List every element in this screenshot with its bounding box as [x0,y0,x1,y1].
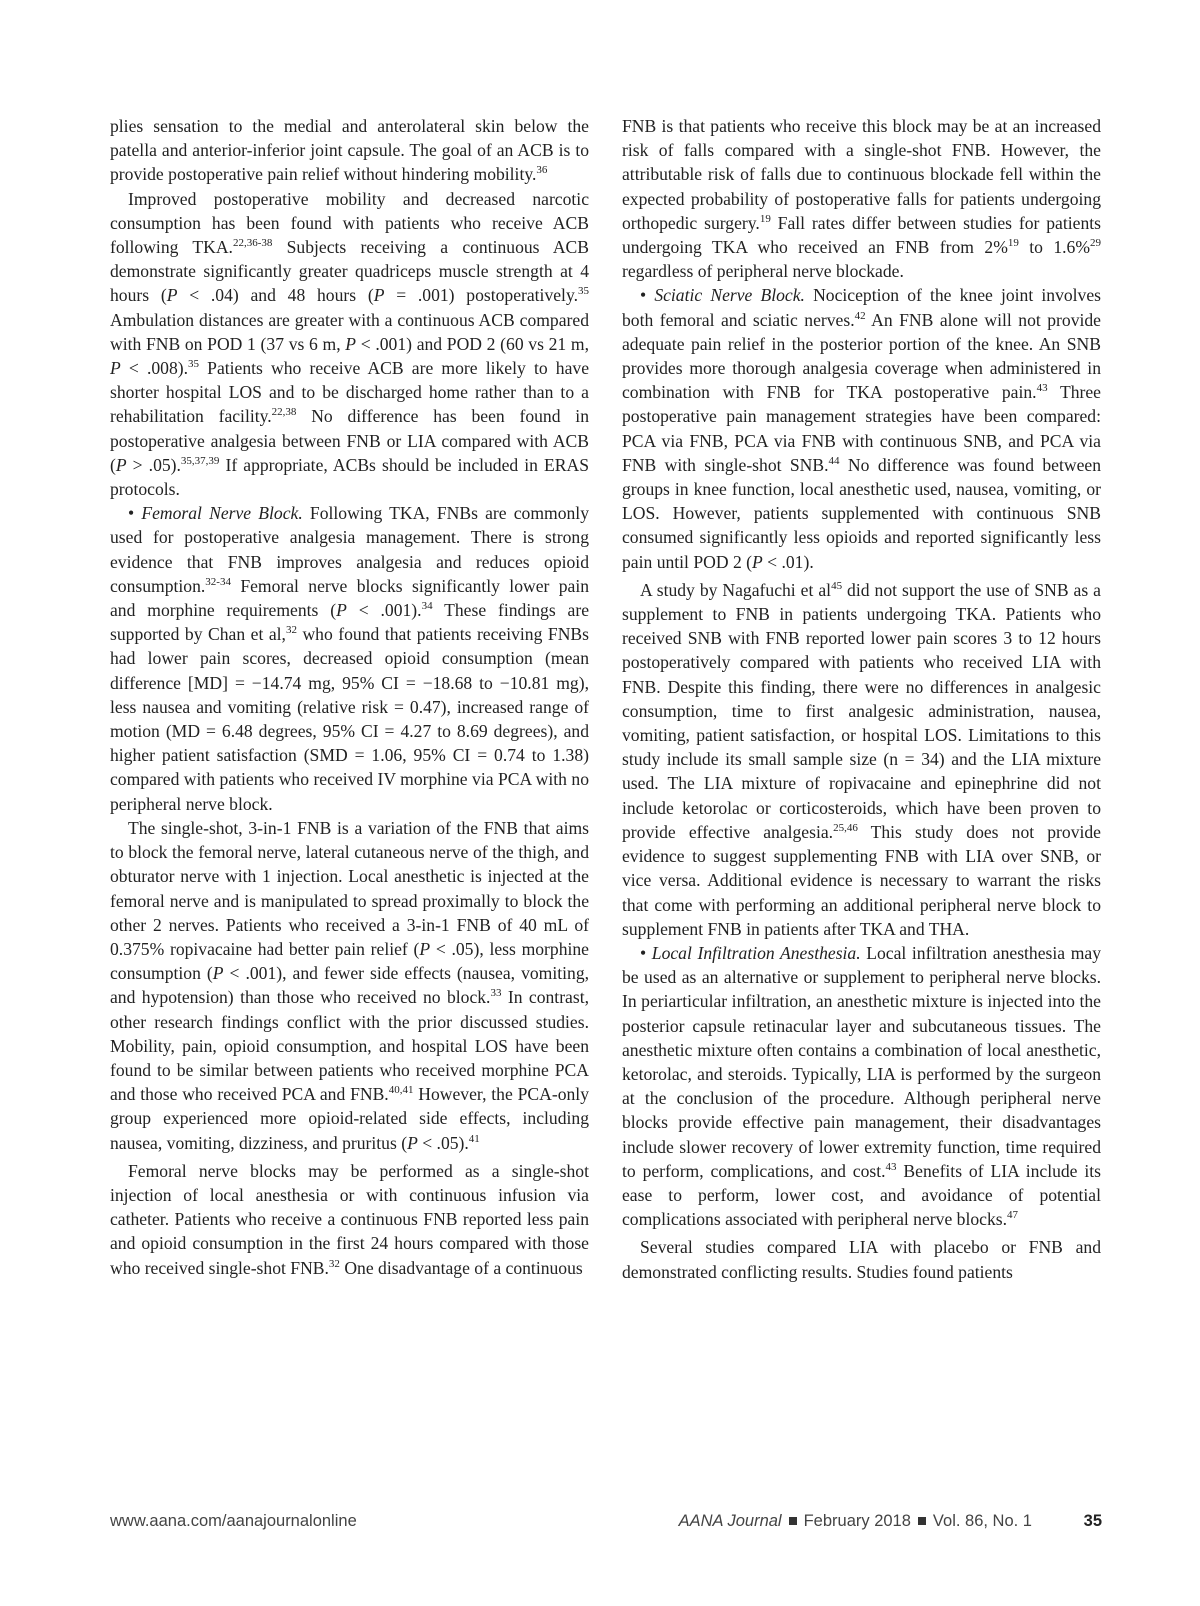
paragraph [622,1235,1101,1283]
citation-reference: 22,36-38 [232,237,273,250]
text-run: < .001), and fewer side effects (nausea, vomiting, and hypotension) than those who received no block. [110,963,590,1008]
text-run: = .001) postoperatively. [384,285,578,306]
text-run: In contrast, other research findings conflict with the prior discussed studies. Mobility, pain, opioid consumption, and hospital LOS have been found to be similar between patients who received morphine PCA and those who received PCA and FNB. [110,987,589,1105]
paragraph [622,578,1101,941]
text-run: > .05). [126,454,181,475]
citation-reference: 40,41 [388,1084,414,1097]
citation-reference: 34 [421,600,433,613]
citation-reference: 32 [285,624,297,637]
left-column [110,114,589,1280]
text-run: One disadvantage of a continuous [339,1257,583,1278]
text-run: Improved postoperative mobility and decreased narcotic consumption has been found with patients who receive ACB following TKA. [110,188,589,258]
paragraph [622,114,1101,283]
text-run: < .04) and 48 hours ( [177,285,374,306]
citation-reference: 43 [1036,382,1048,395]
citation-reference: 22,38 [271,406,297,419]
text-run: Local infiltration anesthesia may be used as an alternative or supplement to peripheral nerve blocks. In periarticular infiltration, an anesthetic mixture is injected into the posterior capsule retinacular layer and subcutaneous tissues. The anesthetic mixture often contains a combination of local anesthetic, ketorolac, and steroids. Typically, LIA is performed by the surgeon at the conclusion of the procedure. Although peripheral nerve blocks provide effective pain management, their disadvantages include slower recovery of lower extremity function, time required to perform, complications, and cost. [622,942,1101,1181]
citation-reference: 35 [578,285,589,298]
citation-reference: 45 [831,580,843,592]
text-run: < .001) and POD 2 (60 vs 21 m, [356,333,590,354]
citation-reference: 19 [759,212,771,225]
text-run: This study does not provide evidence to suggest supplementing FNB with LIA over SNB, or vice versa. Additional evidence is necessary to warrant the risks that come with performing an additional peripheral nerve block to supplement FNB in patients after TKA and THA. [622,821,1101,939]
citation-reference: 47 [1006,1209,1018,1222]
citation-reference: 35 [188,358,200,371]
text-run: < .05). [417,1132,469,1153]
italic-text: P [212,963,224,984]
text-run: plies sensation to the medial and anterolateral skin below the patella and anterior-inferior joint capsule. The goal of an ACB is to provide postoperative pain relief without hindering mobility. [110,116,589,185]
separator-square-icon [789,1517,797,1525]
text-run: No difference was found between groups in knee function, local anesthetic used, nausea, vomiting, or LOS. However, patients supplemented with continuous SNB consumed significantly less opioids and reported significantly less pain until POD 2 ( [622,454,1101,572]
page-number: 35 [1083,1512,1102,1530]
text-run: who found that patients receiving FNBs had lower pain scores, decreased opioid consumption (mean difference [MD] = −14.74 mg, 95% CI = −18.68 to −10.81 mg), less nausea and vomiting (relative risk = 0.47), increased range of motion (MD = 6.48 degrees, 95% CI = 4.27 to 8.69 degrees), and higher patient satisfaction (SMD = 1.06, 95% CI = 0.74 to 1.38) compared with patients who received IV morphine via PCA with no peripheral nerve block. [110,624,589,814]
right-column [622,114,1101,1284]
journal-name: AANA Journal [678,1512,782,1530]
paragraph [110,1159,589,1280]
text-run: • [128,503,142,524]
italic-text: P [407,1132,418,1153]
text-run: did not support the use of SNB as a supplement to FNB in patients undergoing TKA. Patients who received SNB with FNB reported lower pain scores 3 to 12 hours postoperatively compared with patients who received LIA with FNB. Despite this finding, there were no differences in analgesic consumption, time to first analgesic administration, nausea, vomiting, patient satisfaction, or hospital LOS. Limitations to this study include its small sample size (n = 34) and the LIA mixture used. The LIA mixture of ropivacaine and epinephrine did not include ketorolac or corticosteroids, which have been proven to provide effective analgesia. [622,579,1101,842]
citation-reference: 29 [1090,237,1101,250]
italic-text: P [345,333,357,354]
citation-reference: 42 [854,309,866,322]
italic-text: P [752,551,763,572]
volume-issue: Vol. 86, No. 1 [932,1512,1032,1530]
citation-reference: 19 [1007,237,1019,250]
text-run: < .01). [762,551,814,572]
separator-square-icon [918,1517,926,1525]
text-run: < .008). [120,358,189,379]
text-run: < .001). [346,600,422,621]
citation-reference: 33 [490,987,502,1000]
paragraph [110,816,589,1155]
text-run: If appropriate, ACBs should be included in ERAS protocols. [110,454,590,500]
italic-text: Local Infiltration Anesthesia. [651,942,861,963]
text-run: Fall rates differ between studies for patients undergoing TKA who received an FNB from 2% [622,212,1101,258]
text-run: An FNB alone will not provide adequate pain relief in the posterior portion of the knee. An SNB provides more thorough analgesia coverage when administered in combination with FNB for TKA postoperative pain. [622,309,1101,403]
citation-reference: 25,46 [833,822,858,835]
text-run: regardless of peripheral nerve blockade. [622,261,904,282]
text-run: These findings are supported by Chan et al, [110,600,589,645]
citation-reference: 32 [328,1257,340,1270]
italic-text: Femoral Nerve Block. [141,503,303,524]
text-run: A study by Nagafuchi et al [640,579,832,600]
page-footer [110,1512,1102,1538]
text-run: Benefits of LIA include its ease to perform, lower cost, and avoidance of potential complications associated with peripheral nerve blocks. [622,1160,1101,1230]
citation-reference: 43 [885,1160,897,1173]
text-run: Femoral nerve blocks may be performed as a single-shot injection of local anesthesia or with continuous infusion via catheter. Patients who receive a continuous FNB reported less pain and opioid consumption in the first 24 hours compared with those who received single-shot FNB. [110,1160,589,1278]
text-run: Three postoperative pain management strategies have been compared: PCA via FNB, PCA via FNB with continuous SNB, and PCA via FNB with single-shot SNB. [622,382,1101,475]
paragraph [622,283,1101,573]
paragraph [110,114,589,187]
text-run: Ambulation distances are greater with a continuous ACB compared with FNB on POD 1 (37 vs 6 m, [110,309,589,354]
text-run: < .05), less morphine consumption ( [110,938,589,984]
italic-text: P [110,358,121,379]
italic-text: P [336,600,347,621]
text-run: Subjects receiving a continuous ACB demonstrate significantly greater quadriceps muscle strength at 4 hours ( [110,237,589,306]
italic-text: Sciatic Nerve Block. [654,285,805,306]
text-run: However, the PCA-only group experienced more opioid-related side effects, including nausea, vomiting, dizziness, and pruritus ( [110,1084,589,1153]
journal-url[interactable]: www.aana.com/aanajournalonline [110,1512,357,1530]
italic-text: P [166,285,178,306]
text-run: • [640,285,655,306]
journal-citation [679,1512,1032,1531]
text-run: to 1.6% [1018,237,1090,258]
text-run: • [640,942,652,963]
text-run: Following TKA, FNBs are commonly used for postoperative analgesia management. There is strong evidence that FNB improves analgesia and reduces opioid consumption. [110,503,589,596]
paragraph [622,941,1101,1231]
citation-reference: 35,37,39 [180,454,220,467]
text-run: Several studies compared LIA with placebo or FNB and demonstrated conflicting results. Studies found patients [622,1237,1101,1282]
text-run: The single-shot, 3-in-1 FNB is a variation of the FNB that aims to block the femoral nerve, lateral cutaneous nerve of the thigh, and obturator nerve with 1 injection. Local anesthetic is injected at the femoral nerve and is manipulated to spread proximally to block the other 2 nerves. Patients who received a 3-in-1 FNB of 40 mL of 0.375% ropivacaine had better pain relief ( [110,817,589,959]
text-run: Femoral nerve blocks significantly lower pain and morphine requirements ( [110,575,589,621]
italic-text: P [373,285,385,306]
text-run: Patients who receive ACB are more likely to have shorter hospital LOS and to be discharged home rather than to a rehabilitation facility. [110,358,590,427]
italic-text: P [419,938,431,959]
citation-reference: 44 [828,454,840,467]
italic-text: P [115,454,127,475]
paragraph [110,501,589,816]
text-run: No difference has been found in postoperative analgesia between FNB or LIA compared with ACB ( [110,406,589,475]
text-run: FNB is that patients who receive this block may be at an increased risk of falls compared with a single-shot FNB. However, the attributable risk of falls due to continuous blockade fell within the expected probability of postoperative falls for patients undergoing orthopedic surgery. [622,116,1101,233]
paragraph [110,187,589,502]
issue-date: February 2018 [803,1512,911,1530]
citation-reference: 36 [536,164,548,177]
text-run: Nociception of the knee joint involves both femoral and sciatic nerves. [622,285,1101,330]
citation-reference: 32-34 [205,576,231,588]
citation-reference: 41 [468,1132,480,1145]
